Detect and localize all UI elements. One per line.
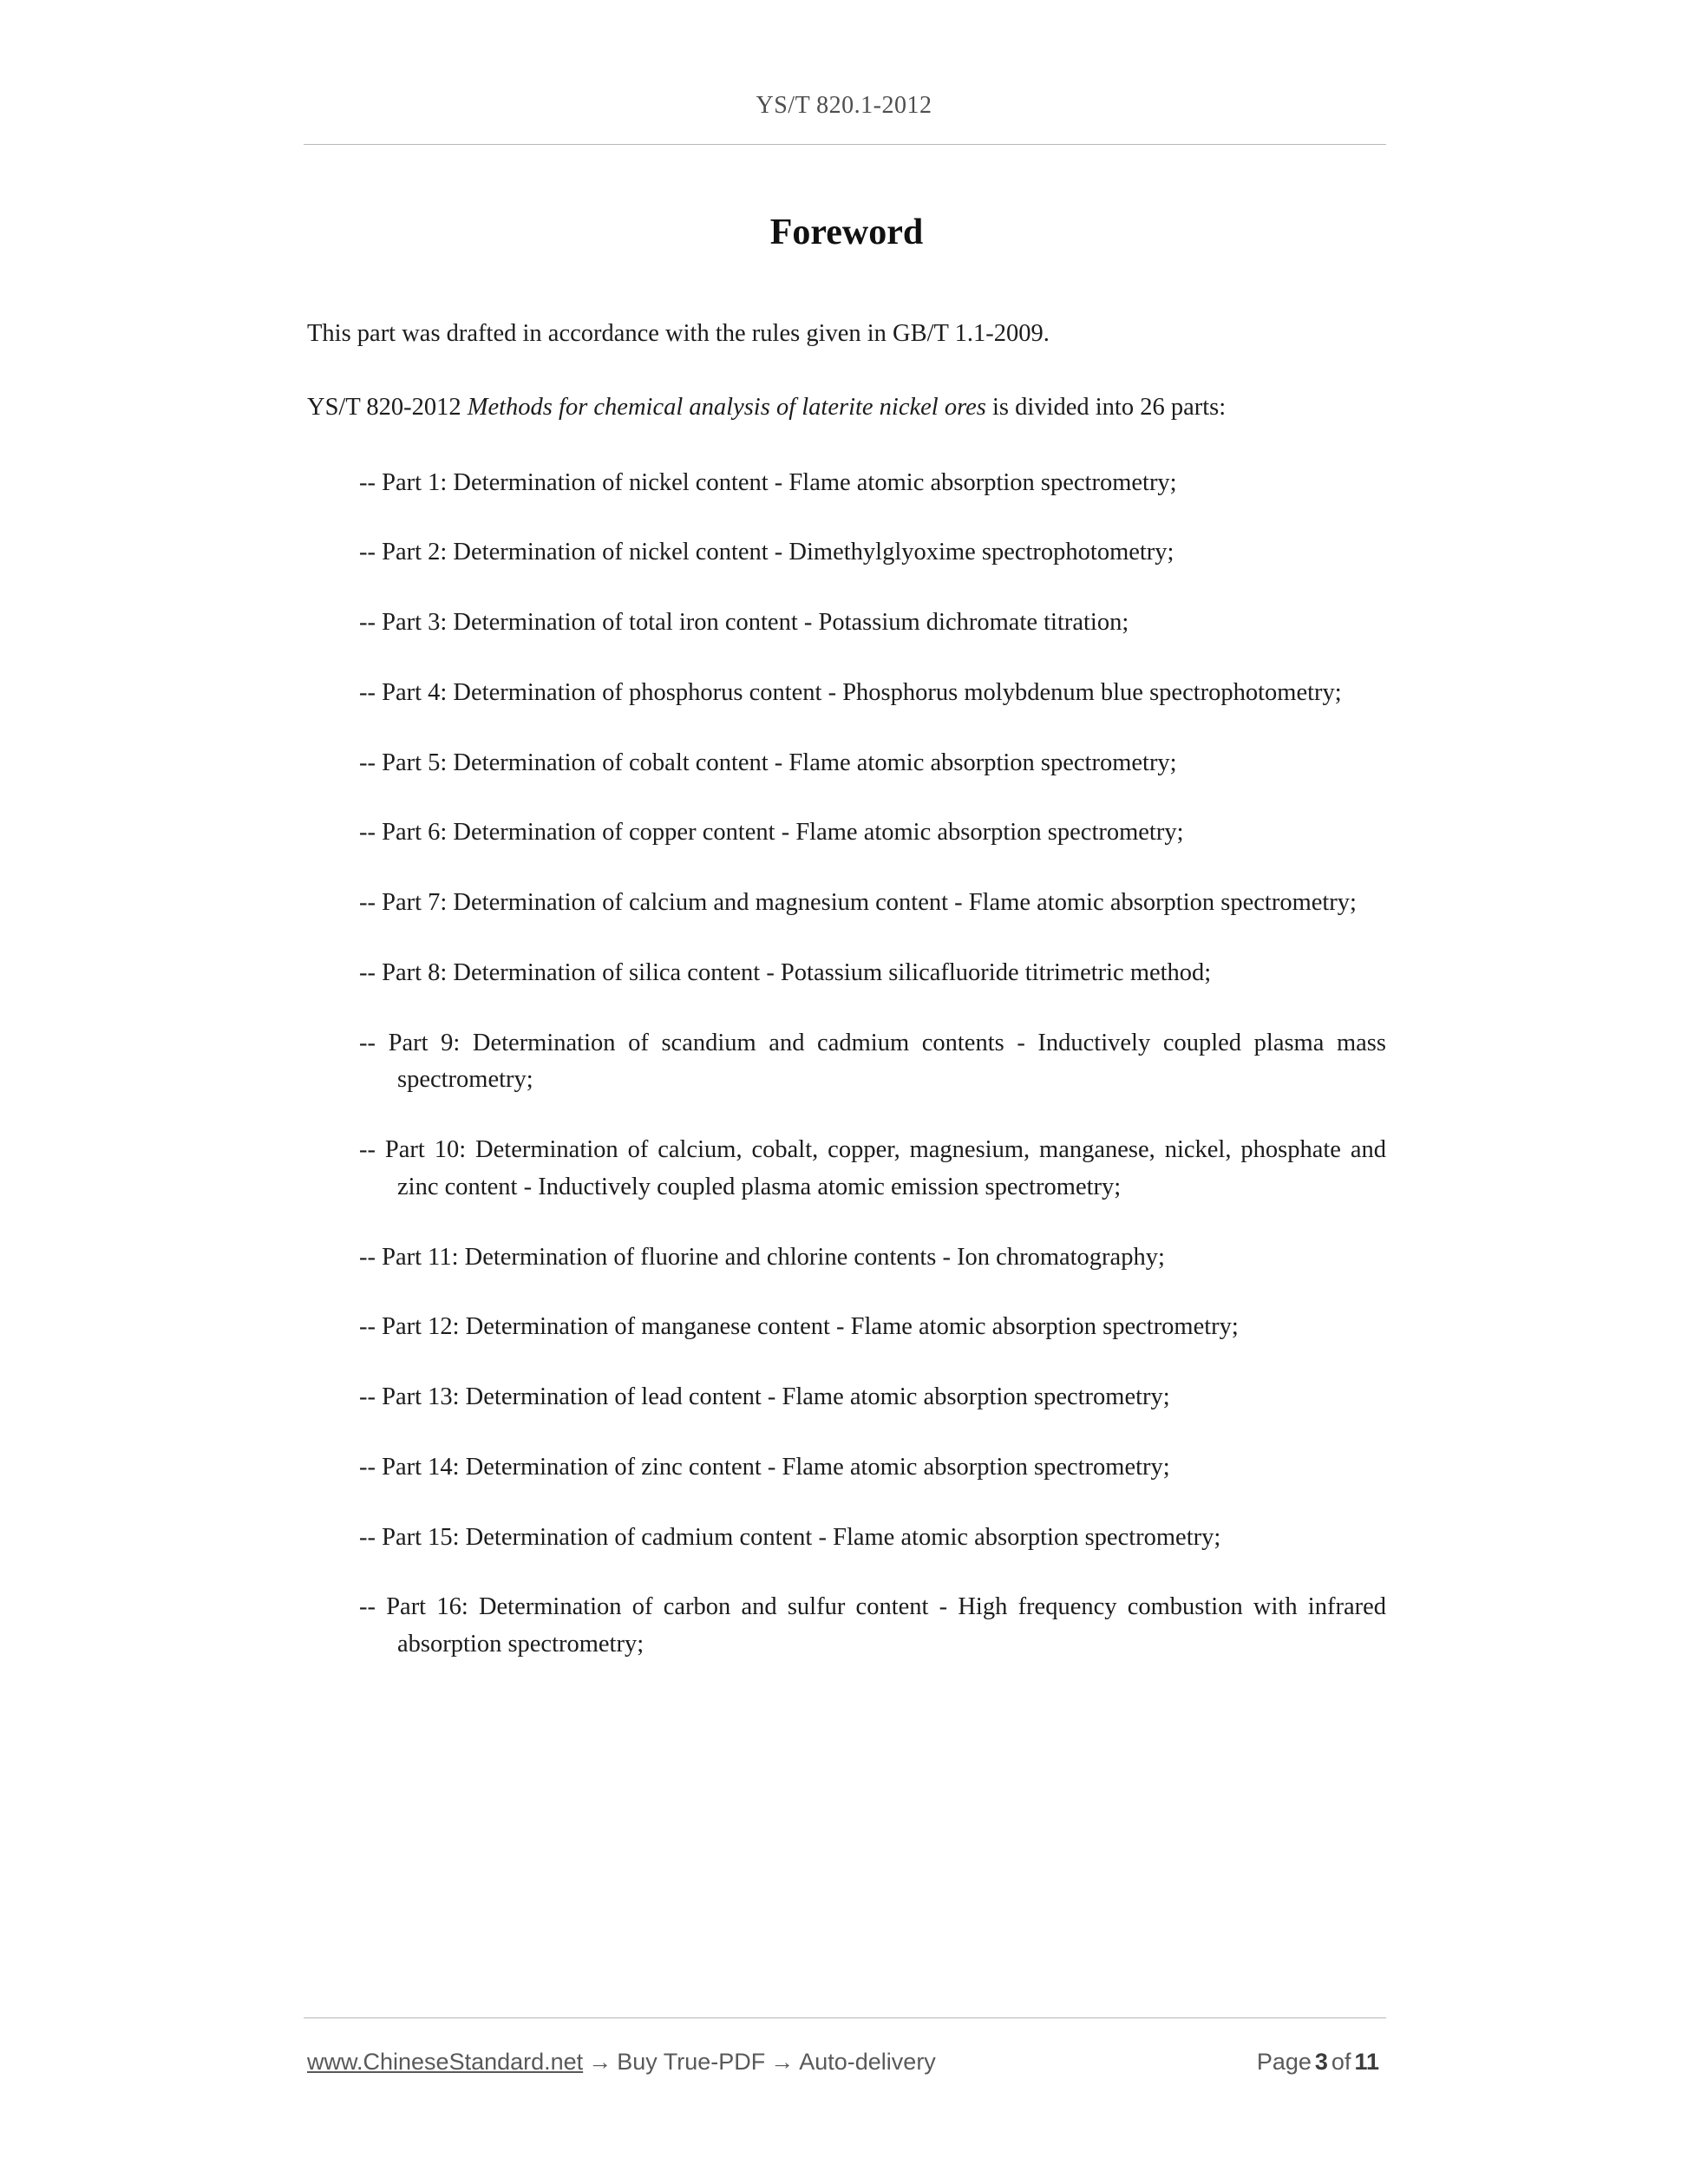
page-title: Foreword <box>769 213 924 252</box>
division-paragraph-prefix: YS/T 820-2012 <box>307 393 468 421</box>
part-list-item: -- Part 3: Determination of total iron content - Potassium dichromate titration; <box>359 609 1129 636</box>
parts-list <box>307 465 1386 1664</box>
footer-buy-text: Buy True-PDF <box>617 2049 766 2075</box>
current-page-number: 3 <box>1314 2049 1328 2075</box>
total-page-number: 11 <box>1354 2049 1379 2075</box>
page-footer <box>307 2049 1383 2076</box>
part-list-item: -- Part 11: Determination of fluorine and chlorine contents - Ion chromatography; <box>359 1243 1165 1271</box>
footer-source-line <box>307 2049 936 2076</box>
page-content <box>307 144 1386 1697</box>
part-list-item: -- Part 14: Determination of zinc content - Flame atomic absorption spectrometry; <box>359 1453 1170 1481</box>
part-list-item: -- Part 5: Determination of cobalt content - Flame atomic absorption spectrometry; <box>359 749 1177 776</box>
part-list-item: -- Part 15: Determination of cadmium content - Flame atomic absorption spectrometry; <box>359 1523 1221 1551</box>
division-paragraph <box>307 389 1386 427</box>
part-list-item: -- Part 4: Determination of phosphorus content - Phosphorus molybdenum blue spectrophotometry; <box>359 678 1342 706</box>
page-word: Page <box>1256 2049 1312 2075</box>
drafting-statement-paragraph: This part was drafted in accordance with the rules given in GB/T 1.1-2009. <box>307 320 1050 347</box>
footer-divider <box>304 2017 1386 2018</box>
part-list-item: -- Part 7: Determination of calcium and magnesium content - Flame atomic absorption spectrometry; <box>359 889 1357 916</box>
document-number-header: YS/T 820.1-2012 <box>756 92 932 119</box>
of-word: of <box>1331 2049 1351 2075</box>
arrow-icon: → <box>770 2049 795 2075</box>
part-list-item: -- Part 10: Determination of calcium, cobalt, copper, magnesium, manganese, nickel, phosphate and zinc content - Inductively coupled plasma atomic emission spectrometry; <box>359 1136 1386 1200</box>
division-paragraph-suffix: is divided into 26 parts: <box>985 393 1227 421</box>
standard-title-italic: Methods for chemical analysis of laterite nickel ores <box>467 393 986 421</box>
part-list-item: -- Part 12: Determination of manganese content - Flame atomic absorption spectrometry; <box>359 1313 1239 1341</box>
part-list-item: -- Part 1: Determination of nickel content - Flame atomic absorption spectrometry; <box>359 468 1177 496</box>
part-list-item: -- Part 9: Determination of scandium and cadmium contents - Inductively coupled plasma mass spectrometry; <box>359 1029 1386 1094</box>
page-indicator <box>1257 2049 1383 2076</box>
part-list-item: -- Part 6: Determination of copper content - Flame atomic absorption spectrometry; <box>359 819 1184 847</box>
part-list-item: -- Part 8: Determination of silica content - Potassium silicafluoride titrimetric method; <box>359 958 1212 986</box>
part-list-item: -- Part 13: Determination of lead content - Flame atomic absorption spectrometry; <box>359 1383 1170 1410</box>
part-list-item: -- Part 16: Determination of carbon and sulfur content - High frequency combustion with infrared absorption spectrometry; <box>359 1593 1386 1658</box>
part-list-item: -- Part 2: Determination of nickel content - Dimethylglyoxime spectrophotometry; <box>359 539 1174 566</box>
website-link[interactable]: www.ChineseStandard.net <box>307 2049 584 2075</box>
arrow-icon: → <box>588 2049 612 2075</box>
footer-delivery-text: Auto-delivery <box>799 2049 936 2075</box>
